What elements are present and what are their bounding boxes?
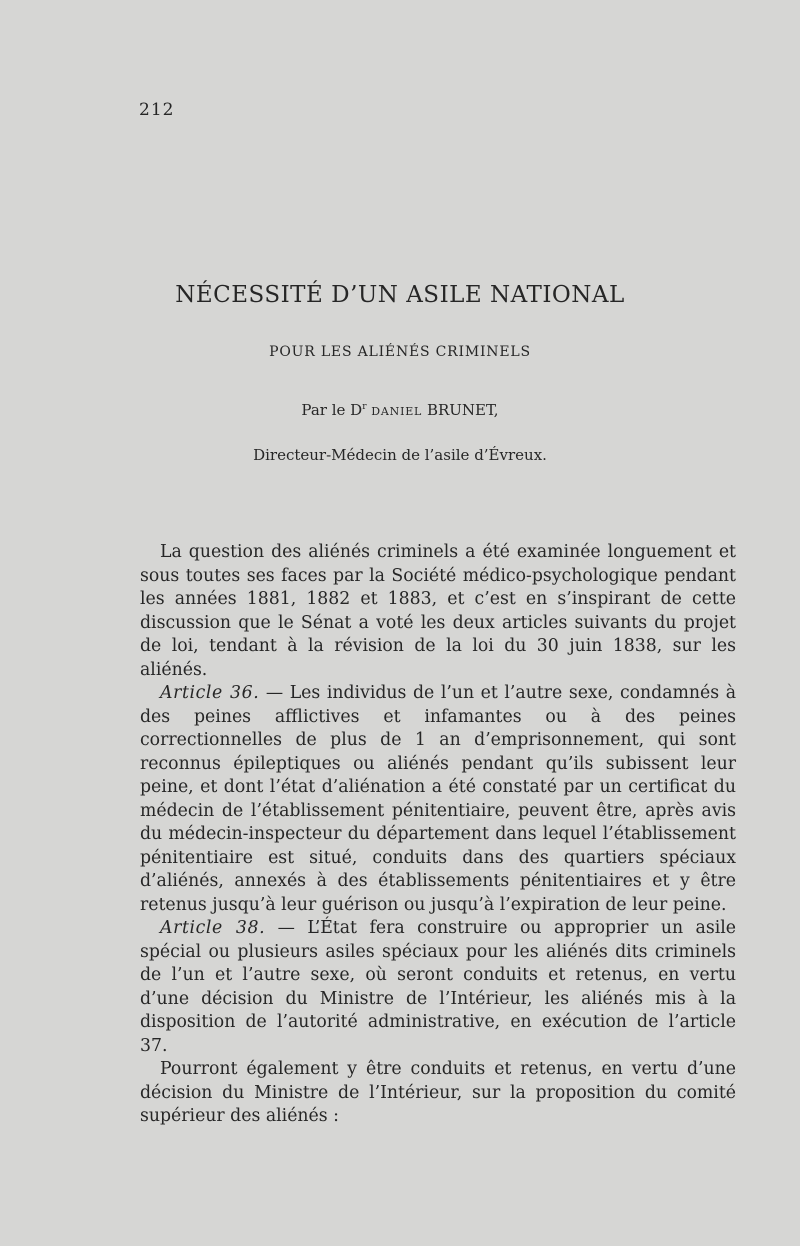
author-title-sup: r: [362, 402, 367, 412]
paragraph-committee: Pourront également y être conduits et retenus, en vertu d’une décision du Ministre de l’Intérieur, sur la proposition du comité supérieur des aliénés :: [140, 1059, 736, 1126]
article-title: NÉCESSITÉ D’UN ASILE NATIONAL: [175, 282, 625, 308]
author-last-name: BRUNET,: [426, 401, 499, 419]
paragraph-intro: La question des aliénés criminels a été examinée longuement et sous toutes ses faces par la Société médico-psychologique pendant les années 1881, 1882 et 1883, et c’est en s’inspirant de cette discussion que le Sénat a voté les deux articles suivants du projet de loi, tendant à la révision de la loi du 30 juin 1838, sur les aliénés.: [140, 542, 736, 680]
paragraph-article-38: [140, 917, 736, 1058]
paragraph-article-36: [140, 682, 736, 917]
article-38-heading: Article 38.: [160, 918, 266, 938]
article-36-text: — Les individus de l’un et l’autre sexe, condamnés à des peines afflictives et infamantes ou à des peines correctionnelles de plus de 1 an d’emprisonnement, qui sont reconnus épileptiques ou aliénés pendant qu’ils subissent leur peine, et dont l’état d’aliénation a été constaté par un certificat du médecin de l’établissement pénitentiaire, peuvent être, après avis du médecin-inspecteur du département dans lequel l’établissement pénitentiaire est situé, conduits dans des quartiers spéciaux d’aliénés, annexés à des établissements pénitentiaires et y être retenus jusqu’à leur guérison ou jusqu’à l’expiration de leur peine.: [140, 683, 736, 915]
author-affiliation: Directeur-Médecin de l’asile d’Évreux.: [253, 446, 547, 464]
article-36-heading: Article 36.: [160, 683, 260, 703]
page-number: 212: [139, 100, 175, 120]
article-38-text: — L’État fera construire ou approprier un asile spécial ou plusieurs asiles spéciaux pour les aliénés dits criminels de l’un et l’autre sexe, où seront conduits et retenus, en vertu d’une décision du Ministre de l’Intérieur, les aliénés mis à la disposition de l’autorité administrative, en exécution de l’article 37.: [140, 918, 736, 1056]
body-text: [140, 541, 736, 1129]
author-prefix: Par le D: [301, 401, 363, 419]
author-line: [0, 401, 800, 419]
author-first-name: DANIEL: [371, 405, 423, 418]
article-subtitle: POUR LES ALIÉNÉS CRIMINELS: [269, 344, 531, 360]
